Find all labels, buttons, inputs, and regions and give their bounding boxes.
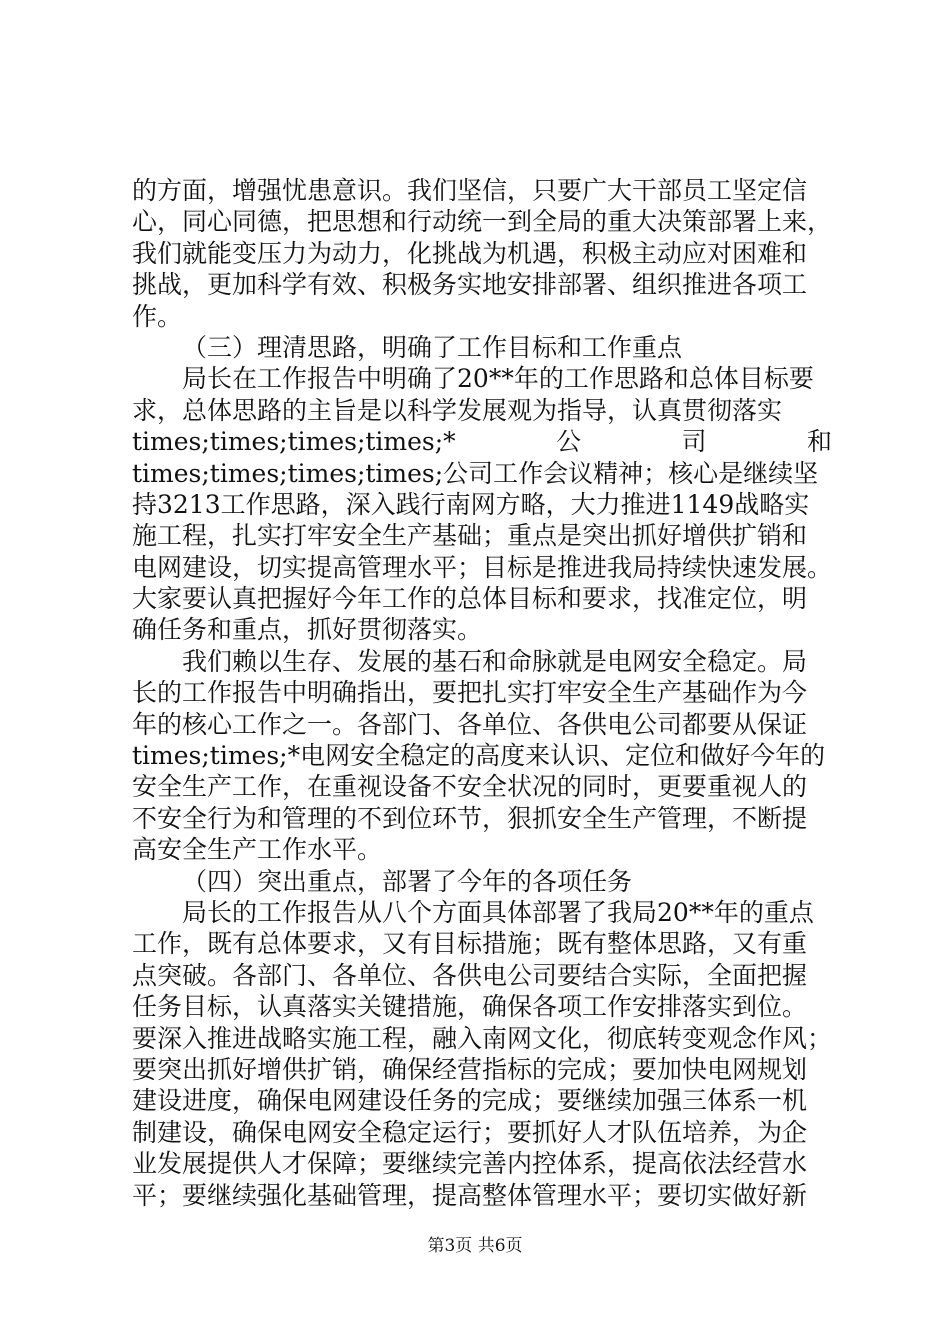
text-line: 局长在工作报告中明确了20**年的工作思路和总体目标要 <box>182 364 814 394</box>
text-line: 安全生产工作，在重视设备不安全状况的同时，更要重视人的 <box>132 772 808 802</box>
text-line: times;times;times;times;公司工作会议精神；核心是继续坚 <box>132 458 819 488</box>
text-line: 持3213工作思路，深入践行南网方略，大力推进1149战略实 <box>132 489 810 519</box>
justified-text-line <box>132 426 832 457</box>
text-line: 要深入推进战略实施工程，融入南网文化，彻底转变观念作风； <box>132 1023 833 1053</box>
text-fragment: 和 <box>806 427 832 457</box>
text-line: 挑战，更加科学有效、积极务实地安排部署、组织推进各项工 <box>132 270 808 300</box>
text-line: 确任务和重点，抓好贯彻落实。 <box>132 615 483 645</box>
text-line: times;times;*电网安全稳定的高度来认识、定位和做好今年的 <box>132 741 826 771</box>
text-fragment: 司 <box>681 427 707 457</box>
text-line: 大家要认真把握好今年工作的总体目标和要求，找准定位，明 <box>132 584 808 614</box>
text-line: 建设进度，确保电网建设任务的完成；要继续加强三体系一机 <box>132 1086 808 1116</box>
text-line: 年的核心工作之一。各部门、各单位、各供电公司都要从保证 <box>132 709 808 739</box>
text-line: 平；要继续强化基础管理，提高整体管理水平；要切实做好新 <box>132 1180 808 1210</box>
text-line: 制建设，确保电网安全稳定运行；要抓好人才队伍培养，为企 <box>132 1117 808 1147</box>
text-line: 电网建设，切实提高管理水平；目标是推进我局持续快速发展。 <box>132 552 833 582</box>
text-line: 不安全行为和管理的不到位环节，狠抓安全生产管理，不断提 <box>132 803 808 833</box>
text-line: 心，同心同德，把思想和行动统一到全局的重大决策部署上来， <box>132 207 833 237</box>
section-heading-3: （三）理清思路，明确了工作目标和工作重点 <box>182 332 683 362</box>
document-body <box>132 175 832 1211</box>
text-fragment: 公 <box>556 427 582 457</box>
text-line: 求，总体思路的主旨是以科学发展观为指导，认真贯彻落实 <box>132 395 783 425</box>
text-line: 的方面，增强忧患意识。我们坚信，只要广大干部员工坚定信 <box>132 176 808 205</box>
text-fragment: times;times;times;times;* <box>132 427 456 457</box>
text-line: 任务目标，认真落实关键措施，确保各项工作安排落实到位。 <box>132 992 808 1022</box>
text-line: 业发展提供人才保障；要继续完善内控体系，提高依法经营水 <box>132 1149 808 1179</box>
text-line: 要突出抓好增供扩销，确保经营指标的完成；要加快电网规划 <box>132 1054 808 1084</box>
text-line: 高安全生产工作水平。 <box>132 835 383 865</box>
text-line: 施工程，扎实打牢安全生产基础；重点是突出抓好增供扩销和 <box>132 521 808 551</box>
text-line: 局长的工作报告从八个方面具体部署了我局20**年的重点 <box>182 897 814 927</box>
text-line: 我们就能变压力为动力，化挑战为机遇，积极主动应对困难和 <box>132 238 808 268</box>
page-number-footer: 第3页 共6页 <box>427 1236 523 1256</box>
text-line: 长的工作报告中明确指出，要把扎实打牢安全生产基础作为今 <box>132 678 808 708</box>
text-line: 我们赖以生存、发展的基石和命脉就是电网安全稳定。局 <box>182 646 808 676</box>
section-heading-4: （四）突出重点，部署了今年的各项任务 <box>182 866 633 896</box>
text-line: 作。 <box>132 301 183 331</box>
text-line: 工作，既有总体要求，又有目标措施；既有整体思路，又有重 <box>132 929 808 959</box>
text-line: 点突破。各部门、各单位、各供电公司要结合实际，全面把握 <box>132 960 808 990</box>
